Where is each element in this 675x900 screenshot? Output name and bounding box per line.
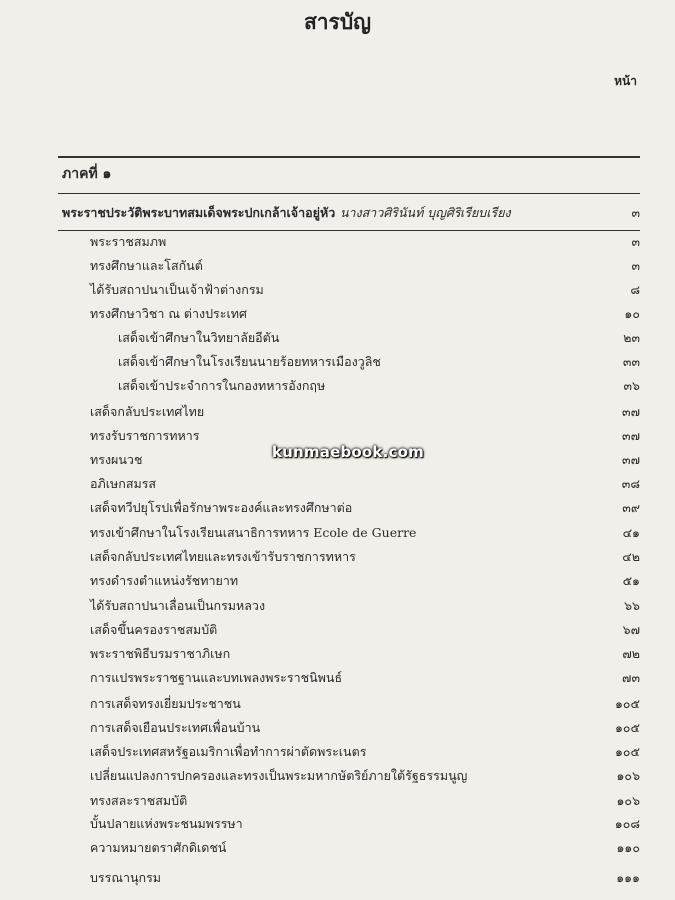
toc-entry-label: ทรงรับราชการทหาร xyxy=(90,428,200,443)
toc-entry-label: เสด็จเข้าศึกษาในโรงเรียนนายร้อยทหารเมืองวูลิช xyxy=(118,354,381,369)
toc-entry-page: ๑๐๖ xyxy=(616,793,640,808)
toc-entry-label: ทรงเข้าศึกษาในโรงเรียนเสนาธิการทหาร Ecole de Guerre xyxy=(90,525,417,540)
toc-entry-label: เสด็จทวีปยุโรปเพื่อรักษาพระองค์และทรงศึกษาต่อ xyxy=(90,500,353,515)
divider-thin xyxy=(58,193,640,194)
toc-entry-page: ๓ xyxy=(631,258,640,273)
toc-entry-page: ๖๗ xyxy=(622,622,640,637)
toc-entry-label: ได้รับสถาปนาเลื่อนเป็นกรมหลวง xyxy=(90,598,266,613)
toc-entry-label: เสด็จเข้าประจำการในกองทหารอังกฤษ xyxy=(118,378,326,393)
toc-entry xyxy=(0,230,675,254)
toc-entry xyxy=(0,594,675,618)
chapter-heading-row xyxy=(62,203,640,223)
toc-entry-page: ๓๘ xyxy=(621,476,640,491)
watermark-text: kunmaebook.com xyxy=(272,443,424,461)
toc-entry-page: ๑๐๕ xyxy=(614,744,640,759)
toc-entry-label: เสด็จกลับประเทศไทยและทรงเข้ารับราชการทหาร xyxy=(90,549,356,564)
toc-entry-page: ๑๑๑ xyxy=(616,870,640,885)
toc-entry-page: ๗๒ xyxy=(622,646,640,661)
toc-entry-page: ๓๓ xyxy=(622,354,640,369)
toc-entry-page: ๓๗ xyxy=(622,404,640,419)
toc-entry-label: ทรงศึกษาวิชา ณ ต่างประเทศ xyxy=(90,306,247,321)
toc-entry-page: ๕๑ xyxy=(622,573,640,588)
toc-entry xyxy=(0,618,675,642)
toc-entry-label: พระราชพิธีบรมราชาภิเษก xyxy=(90,646,231,661)
toc-entry-page: ๓ xyxy=(631,234,640,249)
toc-entry xyxy=(0,521,675,545)
toc-entry-label: ทรงศึกษาและโสกันต์ xyxy=(90,258,203,273)
toc-entry-page: ๑๑๐ xyxy=(616,840,640,855)
toc-entry-label: ความหมายตราศักดิเดชน์ xyxy=(90,840,227,855)
toc-entry xyxy=(0,472,675,496)
toc-entry xyxy=(0,254,675,278)
toc-entry xyxy=(0,374,675,398)
page-column-label: หน้า xyxy=(614,74,637,88)
toc-entry xyxy=(0,812,675,836)
toc-entry-label: การเสด็จทรงเยี่ยมประชาชน xyxy=(90,696,241,711)
toc-entry xyxy=(0,642,675,666)
chapter-title: พระราชประวัติพระบาทสมเด็จพระปกเกล้าเจ้าอยู่หัว xyxy=(62,205,336,220)
toc-entry-page: ๑๐๖ xyxy=(616,768,640,783)
toc-entry-page: ๔๒ xyxy=(622,549,640,564)
toc-entry xyxy=(0,866,675,890)
toc-entry-label: เสด็จประเทศสหรัฐอเมริกาเพื่อทำการผ่าตัดพระเนตร xyxy=(90,744,367,759)
toc-entry xyxy=(0,278,675,302)
toc-entry-page: ๓๙ xyxy=(622,500,640,515)
toc-entry-label: ทรงดำรงตำแหน่งรัชทายาท xyxy=(90,573,239,588)
toc-entry-page: ๘ xyxy=(630,282,640,297)
toc-entry-label: เสด็จขึ้นครองราชสมบัติ xyxy=(90,622,218,637)
toc-entry xyxy=(0,326,675,350)
toc-entry-page: ๖๖ xyxy=(624,598,640,613)
toc-entry-label: การเสด็จเยือนประเทศเพื่อนบ้าน xyxy=(90,720,261,735)
toc-entry-label: ได้รับสถาปนาเป็นเจ้าฟ้าต่างกรม xyxy=(90,282,264,297)
toc-entry-label: การแปรพระราชฐานและบทเพลงพระราชนิพนธ์ xyxy=(90,670,343,685)
toc-entry-page: ๒๓ xyxy=(623,330,640,345)
toc-entry xyxy=(0,400,675,424)
toc-entry xyxy=(0,569,675,593)
toc-entry xyxy=(0,789,675,813)
chapter-page-number: ๓ xyxy=(631,205,640,220)
chapter-author: นางสาวศิรินันท์ บุญศิริ xyxy=(340,205,461,220)
toc-entry-label: เสด็จเข้าศึกษาในวิทยาลัยอีตัน xyxy=(118,330,280,345)
toc-entry xyxy=(0,666,675,690)
toc-entry xyxy=(0,496,675,520)
toc-entry xyxy=(0,692,675,716)
toc-entry xyxy=(0,545,675,569)
toc-entry-page: ๗๓ xyxy=(622,670,640,685)
toc-entry-page: ๓๖ xyxy=(623,378,640,393)
toc-entry xyxy=(0,302,675,326)
chapter-role: เรียบเรียง xyxy=(460,205,511,220)
toc-entry-page: ๑๐ xyxy=(624,306,640,321)
toc-entry-page: ๑๐๕ xyxy=(614,696,640,711)
divider-thick xyxy=(58,156,640,158)
toc-entry-label: ทรงผนวช xyxy=(90,452,143,467)
page-title: สารบัญ xyxy=(303,9,372,34)
toc-entry-label: บรรณานุกรม xyxy=(90,870,162,885)
toc-entry xyxy=(0,350,675,374)
toc-entry-page: ๓๗ xyxy=(622,452,640,467)
toc-entry-label: พระราชสมภพ xyxy=(90,234,167,249)
toc-entry-label: อภิเษกสมรส xyxy=(90,476,157,491)
toc-entry-label: เปลี่ยนแปลงการปกครองและทรงเป็นพระมหากษัตริย์ภายใต้รัฐธรรมนูญ xyxy=(90,768,468,783)
toc-entry-label: บั้นปลายแห่งพระชนมพรรษา xyxy=(90,816,243,831)
toc-entry-page: ๔๑ xyxy=(622,525,640,540)
toc-entry xyxy=(0,716,675,740)
toc-entry xyxy=(0,836,675,860)
toc-entry-page: ๑๐๕ xyxy=(614,720,640,735)
toc-entry-label: เสด็จกลับประเทศไทย xyxy=(90,404,205,419)
toc-entry-page: ๑๐๘ xyxy=(614,816,640,831)
toc-entry-page: ๓๗ xyxy=(622,428,640,443)
toc-entry-label: ทรงสละราชสมบัติ xyxy=(90,793,188,808)
toc-entry xyxy=(0,740,675,764)
toc-entry xyxy=(0,764,675,788)
part-heading: ภาคที่ ๑ xyxy=(62,166,112,182)
